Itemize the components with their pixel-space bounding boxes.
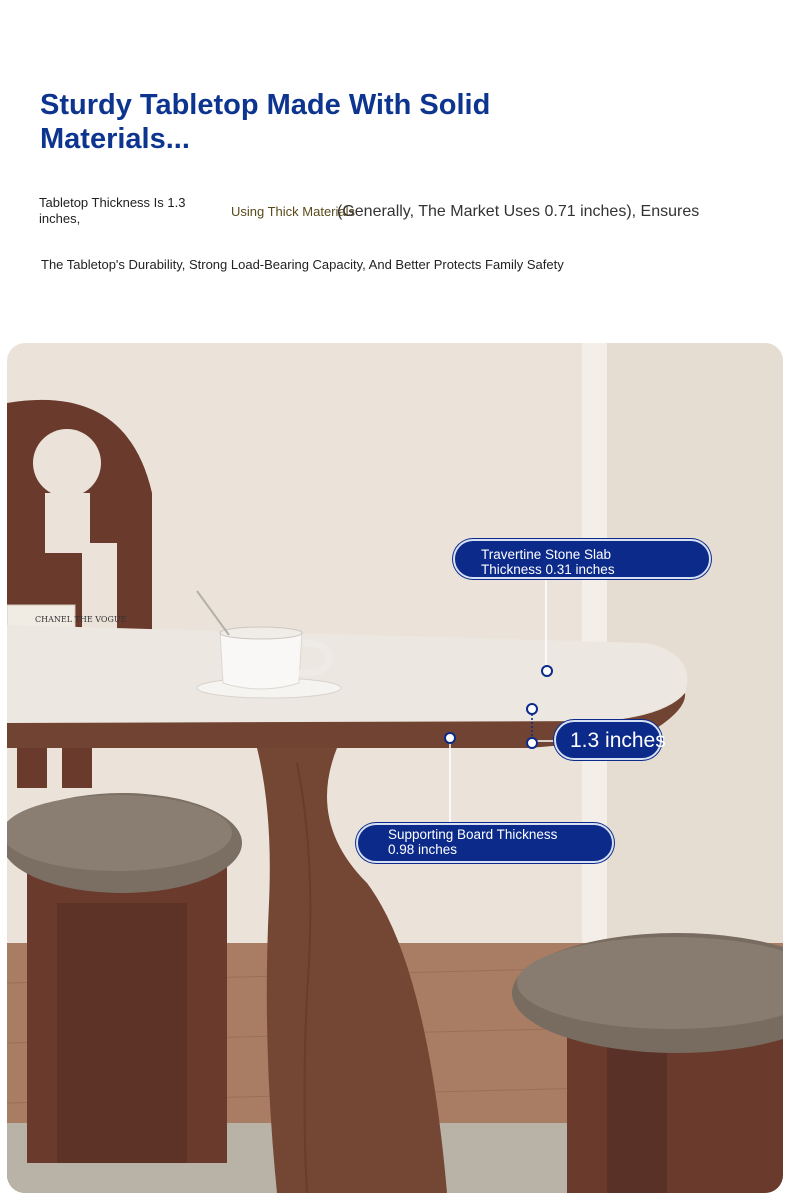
product-photo — [7, 343, 783, 1193]
book-spine-1: CHANEL THE VOGUE — [35, 615, 127, 624]
total-thickness-callout — [554, 720, 666, 760]
description-line1-part3: (Generally, The Market Uses 0.71 inches), Ensures — [337, 203, 700, 220]
description-line2: The Tabletop's Durability, Strong Load-Bearing Capacity, And Better Protects Family Safety — [41, 257, 564, 272]
top-marker-dot — [527, 704, 537, 714]
description-line1-part1: Tabletop Thickness Is 1.3 inches, — [39, 195, 186, 226]
stone-callout-line1: Travertine Stone Slab — [481, 547, 612, 562]
dining-scene-illustration — [7, 343, 783, 1193]
total-thickness-label: 1.3 inches — [570, 729, 666, 752]
description-line1-part2: Using Thick Materials — [231, 204, 356, 219]
stone-marker-dot — [542, 666, 552, 676]
board-callout-line2: 0.98 inches — [388, 842, 458, 857]
stone-thickness-callout — [453, 539, 711, 579]
board-marker-dot — [445, 733, 455, 743]
page-title: Sturdy Tabletop Made With Solid Materials... — [40, 89, 491, 155]
board-callout-line1: Supporting Board Thickness — [388, 827, 558, 842]
stone-callout-line2: Thickness 0.31 inches — [481, 562, 615, 577]
board-thickness-callout — [356, 823, 614, 863]
bottom-marker-dot — [527, 738, 537, 748]
